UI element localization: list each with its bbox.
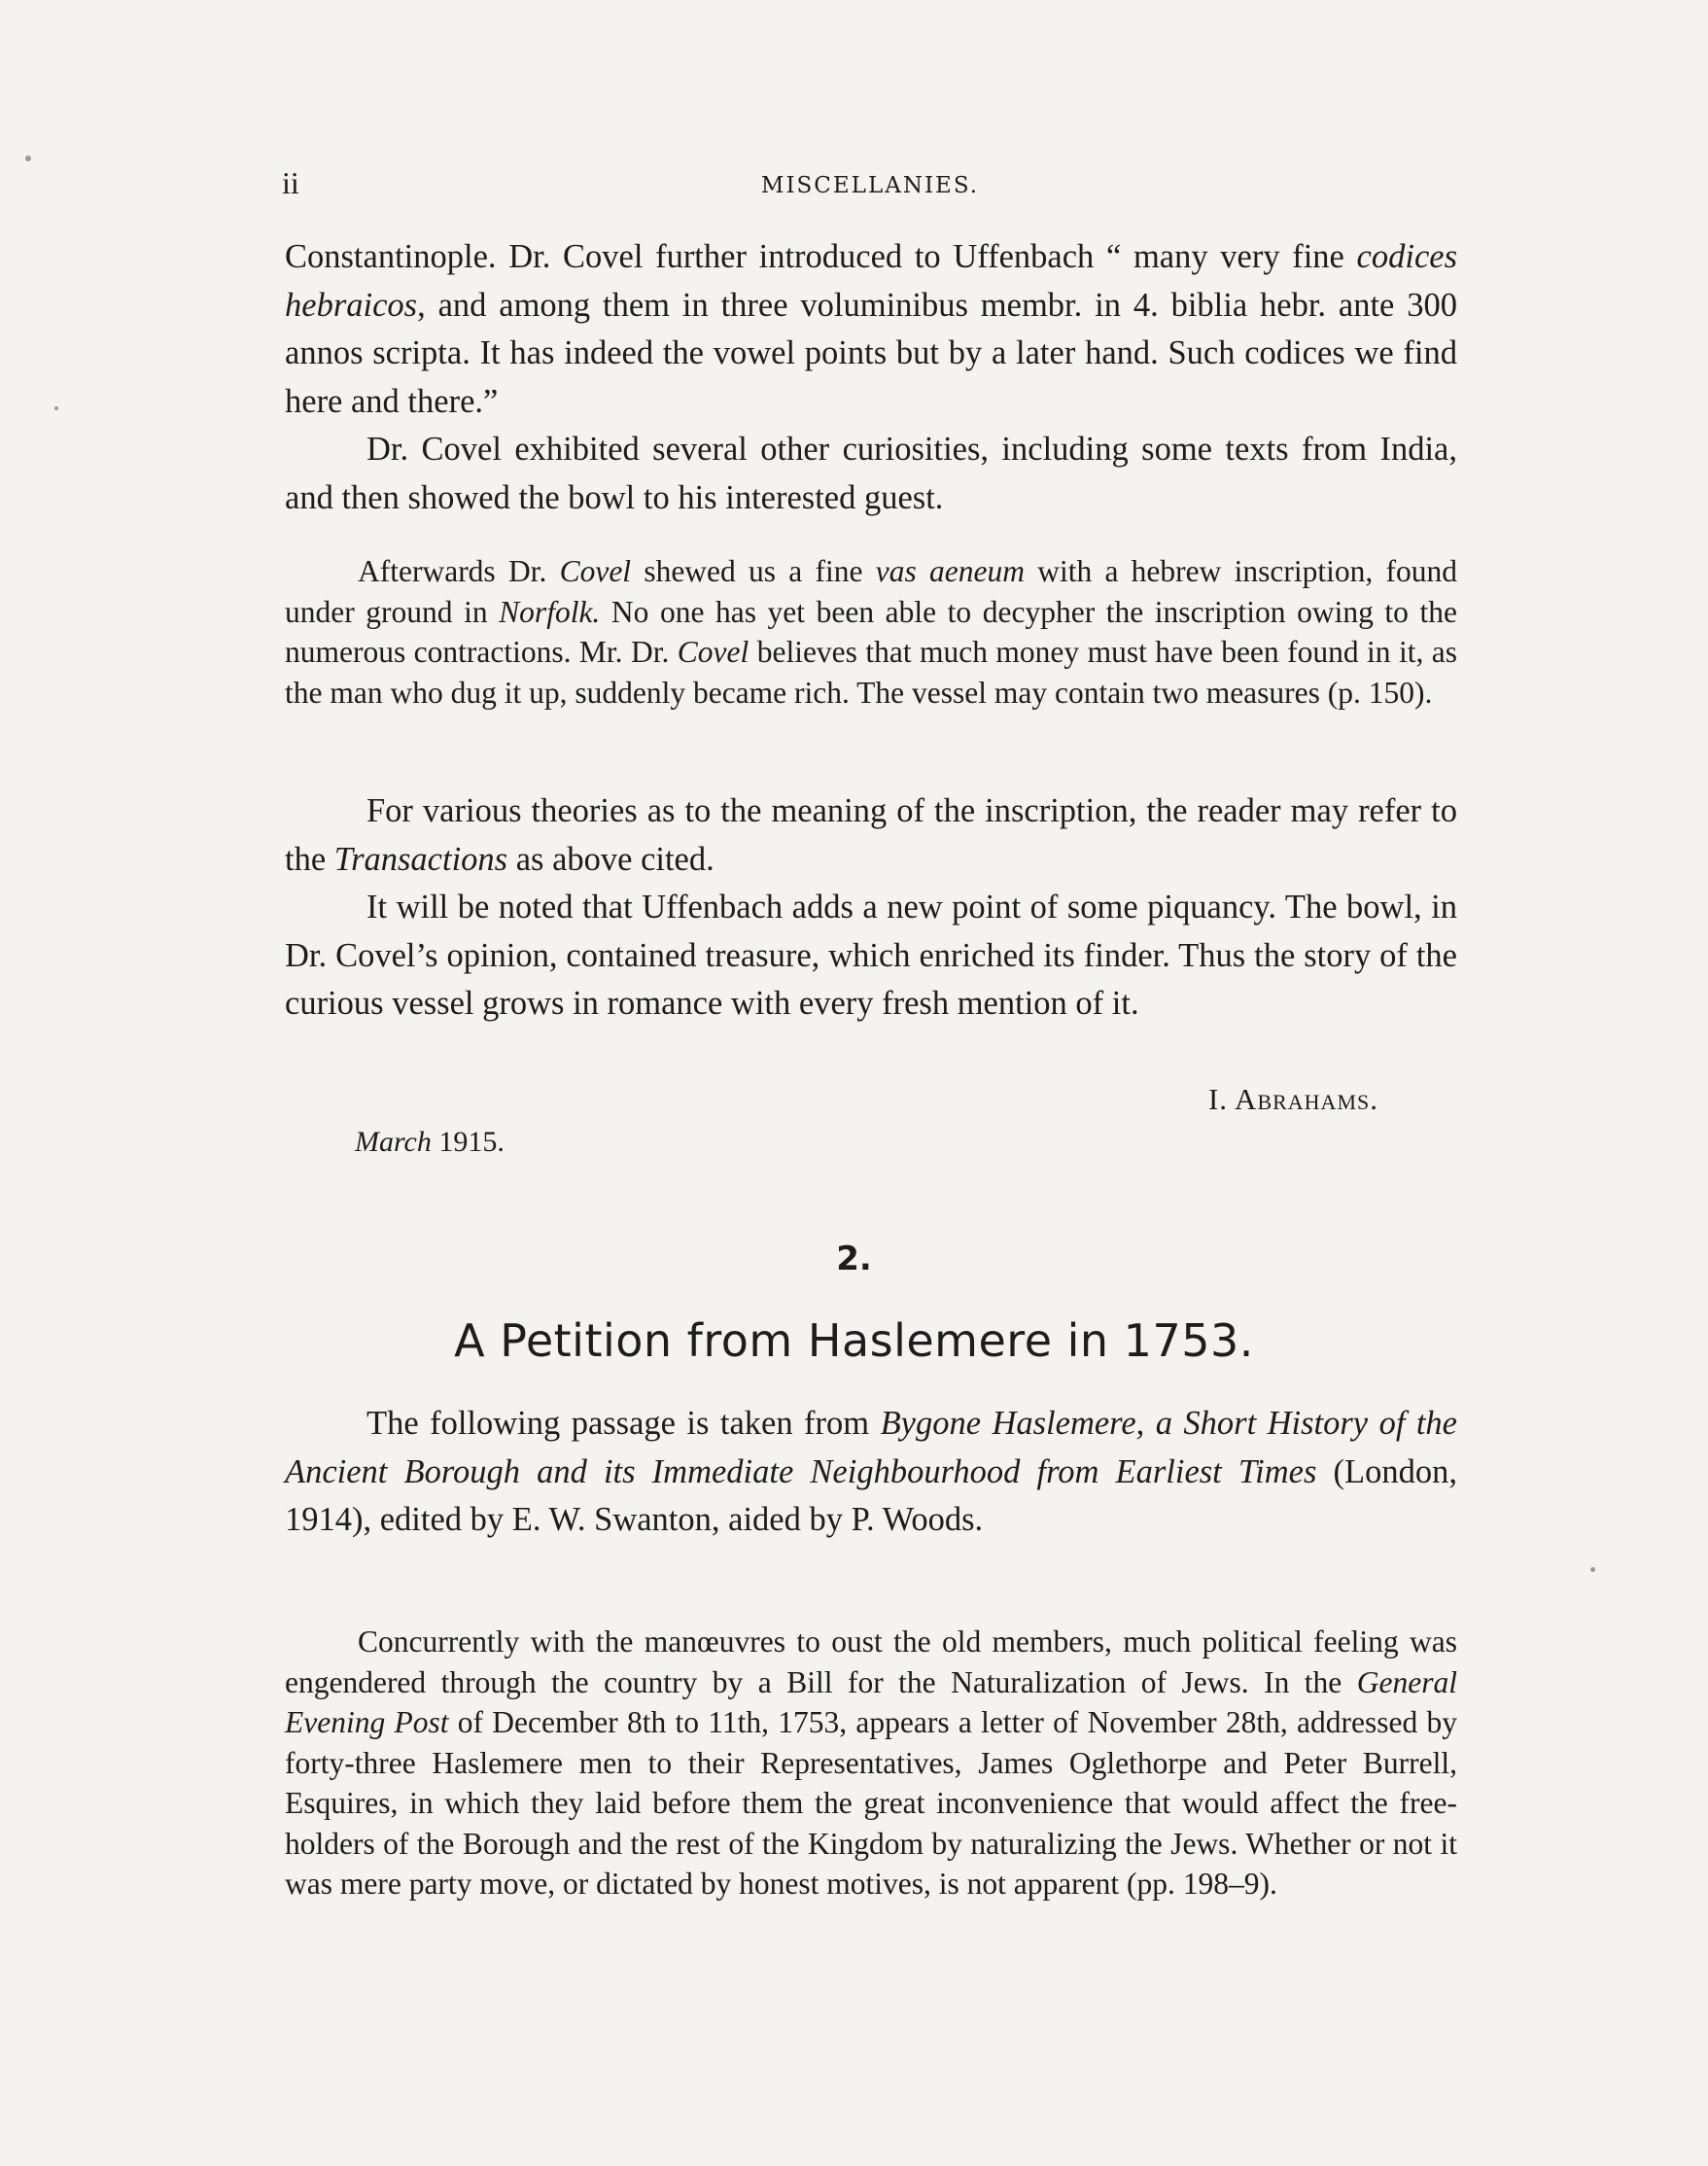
paragraph-theories: For various theories as to the meaning of the inscription, the reader may refer to the Transactions as above cited. xyxy=(285,792,1457,878)
quote-vas-aeneum: Afterwards Dr. Covel shewed us a fine vas aeneum with a hebrew inscription, found under ground in Norfolk. No one has yet been able to decypher the inscription owing to the numerous contractions. Mr. Dr. Covel believes that much money must have been found in it, as the man who dug it up, suddenly became rich. The vessel may contain two measures (p. 150). xyxy=(285,554,1457,710)
block-quote-uffenbach xyxy=(285,551,1457,713)
paper-speck xyxy=(1590,1567,1595,1572)
quote-naturalization-bill: Concurrently with the manœuvres to oust the old members, much political feeling was engendered through the country by a Bill for the Naturalization of Jews. In the General Evening Post of December 8th to 11th, 1753, appears a letter of November 28th, addressed by forty-three Haslemere men to their Representatives, James Oglethorpe and Peter Burrell, Esquires, in which they laid before them the great inconvenience that would affect the free-holders of the Borough and the rest of the Kingdom by naturalizing the Jews. Whether or not it was mere party move, or dictated by honest motives, is not apparent (pp. 198–9). xyxy=(285,1624,1457,1901)
page-number: ii xyxy=(282,165,299,200)
paragraph-piquancy: It will be noted that Uffenbach adds a new point of some piquancy. The bowl, in Dr. Covel’s opinion, contained treasure, which enriched its finder. Thus the story of the curious vessel grows in romance with every fresh mention of it. xyxy=(285,889,1457,1022)
paragraph-covel-codices: Constantinople. Dr. Covel further introduced to Uffenbach “ many very fine codices hebraicos, and among them in three voluminibus membr. in 4. biblia hebr. ante 300 annos scripta. It has indeed the vowel points but by a later hand. Such codices we find here and there.” xyxy=(285,238,1457,420)
paragraph-bygone-haslemere: The following passage is taken from Bygone Haslemere, a Short History of the Ancient Borough and its Immediate Neighbourhood from Earliest Times (London, 1914), edited by E. W. Swanton, aided by P. Woods. xyxy=(285,1405,1457,1538)
section-title: A Petition from Haslemere in 1753. xyxy=(454,1314,1254,1367)
article-date: March 1915. xyxy=(355,1126,505,1158)
paper-speck xyxy=(54,406,58,410)
running-head-title: MISCELLANIES. xyxy=(760,173,980,198)
body-middle xyxy=(285,787,1457,1029)
paper-speck xyxy=(25,156,31,161)
body-top xyxy=(285,233,1457,522)
running-head xyxy=(282,165,1458,204)
author-signature: I. Abrahams. xyxy=(1207,1082,1378,1116)
paragraph-curiosities: Dr. Covel exhibited several other curiosities, including some texts from India, and then showed the bowl to his interested guest. xyxy=(285,431,1457,516)
section-number: 2. xyxy=(836,1240,872,1278)
body-haslemere-intro xyxy=(285,1400,1457,1545)
block-quote-haslemere xyxy=(285,1622,1457,1904)
